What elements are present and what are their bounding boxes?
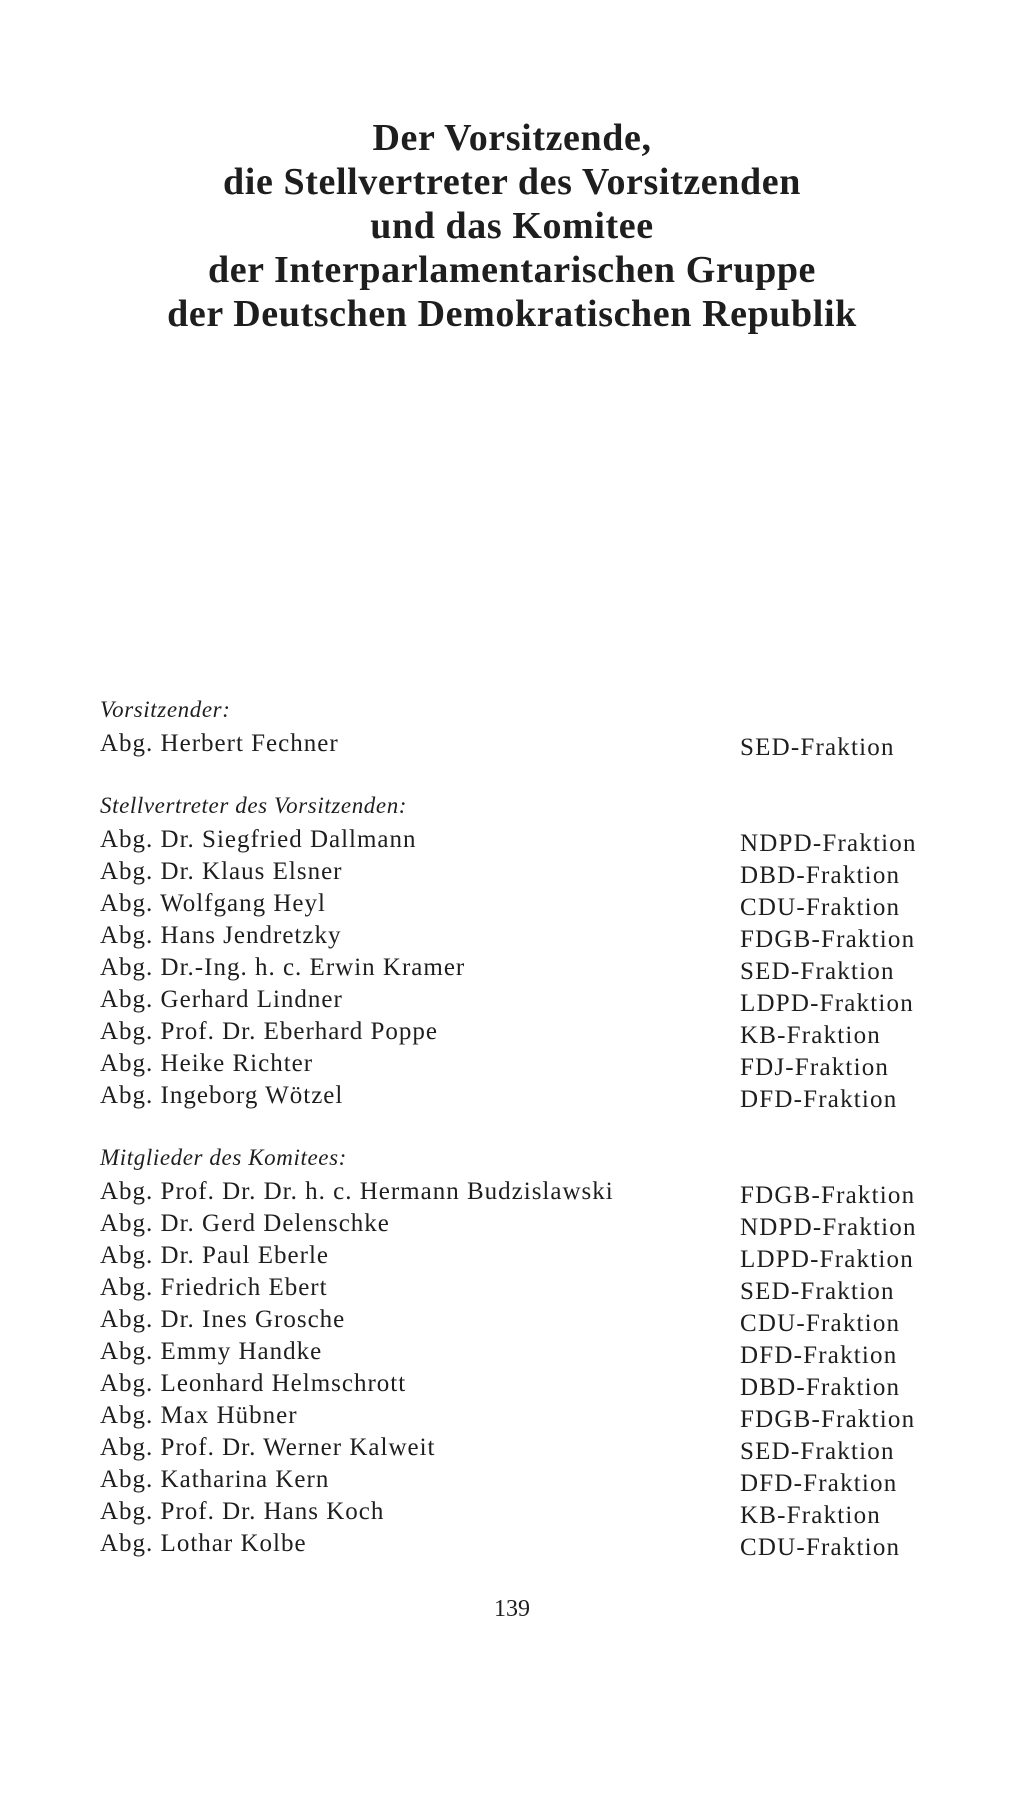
section-label: Mitglieder des Komitees: — [100, 1145, 347, 1170]
heading-line: und das Komitee — [370, 205, 654, 247]
member-row — [0, 1273, 1024, 1305]
member-row — [0, 729, 1024, 761]
heading-line: die Stellvertreter des Vorsitzenden — [223, 161, 801, 203]
member-faction: KB-Fraktion — [740, 1022, 881, 1049]
member-row — [0, 921, 1024, 953]
member-faction: FDGB-Fraktion — [740, 1406, 916, 1433]
heading-line: der Interparlamentarischen Gruppe — [207, 249, 817, 291]
heading-line: der Deutschen Demokratischen Republik — [167, 293, 857, 335]
heading-line: Der Vorsitzende, — [372, 117, 652, 159]
member-row — [0, 1369, 1024, 1401]
member-faction: FDGB-Fraktion — [740, 926, 916, 953]
member-faction: CDU-Fraktion — [740, 1310, 901, 1337]
member-faction: DBD-Fraktion — [740, 1374, 901, 1401]
member-faction: CDU-Fraktion — [740, 1534, 901, 1561]
member-row — [0, 1433, 1024, 1465]
member-name: Abg. Prof. Dr. Dr. h. c. Hermann Budzislawski — [100, 1178, 614, 1205]
member-row — [0, 953, 1024, 985]
member-row — [0, 1209, 1024, 1241]
member-row — [0, 1305, 1024, 1337]
page-heading — [0, 116, 1024, 336]
member-name: Abg. Max Hübner — [100, 1402, 298, 1429]
member-name: Abg. Lothar Kolbe — [100, 1530, 307, 1557]
member-name: Abg. Dr. Paul Eberle — [100, 1242, 329, 1269]
member-faction: DFD-Fraktion — [740, 1470, 898, 1497]
member-row — [0, 1465, 1024, 1497]
member-row — [0, 1049, 1024, 1081]
page-number: 139 — [494, 1596, 530, 1622]
member-row — [0, 1401, 1024, 1433]
member-name: Abg. Prof. Dr. Eberhard Poppe — [100, 1018, 438, 1045]
member-faction: SED-Fraktion — [740, 958, 895, 985]
member-name: Abg. Katharina Kern — [100, 1466, 330, 1493]
member-name: Abg. Friedrich Ebert — [100, 1274, 328, 1301]
member-faction: KB-Fraktion — [740, 1502, 881, 1529]
member-faction: FDGB-Fraktion — [740, 1182, 916, 1209]
member-name: Abg. Gerhard Lindner — [100, 986, 343, 1013]
member-name: Abg. Dr. Ines Grosche — [100, 1306, 346, 1333]
member-name: Abg. Ingeborg Wötzel — [100, 1082, 344, 1109]
section-label: Vorsitzender: — [100, 697, 231, 722]
member-name: Abg. Heike Richter — [100, 1050, 314, 1077]
member-faction: LDPD-Fraktion — [740, 990, 914, 1017]
member-row — [0, 825, 1024, 857]
member-row — [0, 1529, 1024, 1561]
member-name: Abg. Hans Jendretzky — [100, 922, 342, 949]
member-faction: SED-Fraktion — [740, 1438, 895, 1465]
member-faction: DBD-Fraktion — [740, 862, 901, 889]
member-faction: NDPD-Fraktion — [740, 1214, 917, 1241]
member-name: Abg. Prof. Dr. Werner Kalweit — [100, 1434, 436, 1461]
member-row — [0, 857, 1024, 889]
member-row — [0, 889, 1024, 921]
member-row — [0, 1497, 1024, 1529]
section-label: Stellvertreter des Vorsitzenden: — [100, 793, 408, 818]
member-name: Abg. Leonhard Helmschrott — [100, 1370, 407, 1397]
member-row — [0, 985, 1024, 1017]
member-faction: DFD-Fraktion — [740, 1086, 898, 1113]
member-name: Abg. Herbert Fechner — [100, 730, 339, 757]
member-name: Abg. Dr. Siegfried Dallmann — [100, 826, 417, 853]
member-faction: DFD-Fraktion — [740, 1342, 898, 1369]
member-name: Abg. Wolfgang Heyl — [100, 890, 326, 917]
member-row — [0, 1081, 1024, 1113]
member-faction: FDJ-Fraktion — [740, 1054, 890, 1081]
member-row — [0, 1017, 1024, 1049]
member-name: Abg. Prof. Dr. Hans Koch — [100, 1498, 385, 1525]
member-row — [0, 1337, 1024, 1369]
member-name: Abg. Dr.-Ing. h. c. Erwin Kramer — [100, 954, 466, 981]
member-name: Abg. Dr. Gerd Delenschke — [100, 1210, 390, 1237]
member-row — [0, 1177, 1024, 1209]
member-name: Abg. Dr. Klaus Elsner — [100, 858, 343, 885]
member-row — [0, 1241, 1024, 1273]
member-faction: SED-Fraktion — [740, 1278, 895, 1305]
member-faction: SED-Fraktion — [740, 734, 895, 761]
member-faction: LDPD-Fraktion — [740, 1246, 914, 1273]
member-name: Abg. Emmy Handke — [100, 1338, 323, 1365]
member-faction: CDU-Fraktion — [740, 894, 901, 921]
member-faction: NDPD-Fraktion — [740, 830, 917, 857]
